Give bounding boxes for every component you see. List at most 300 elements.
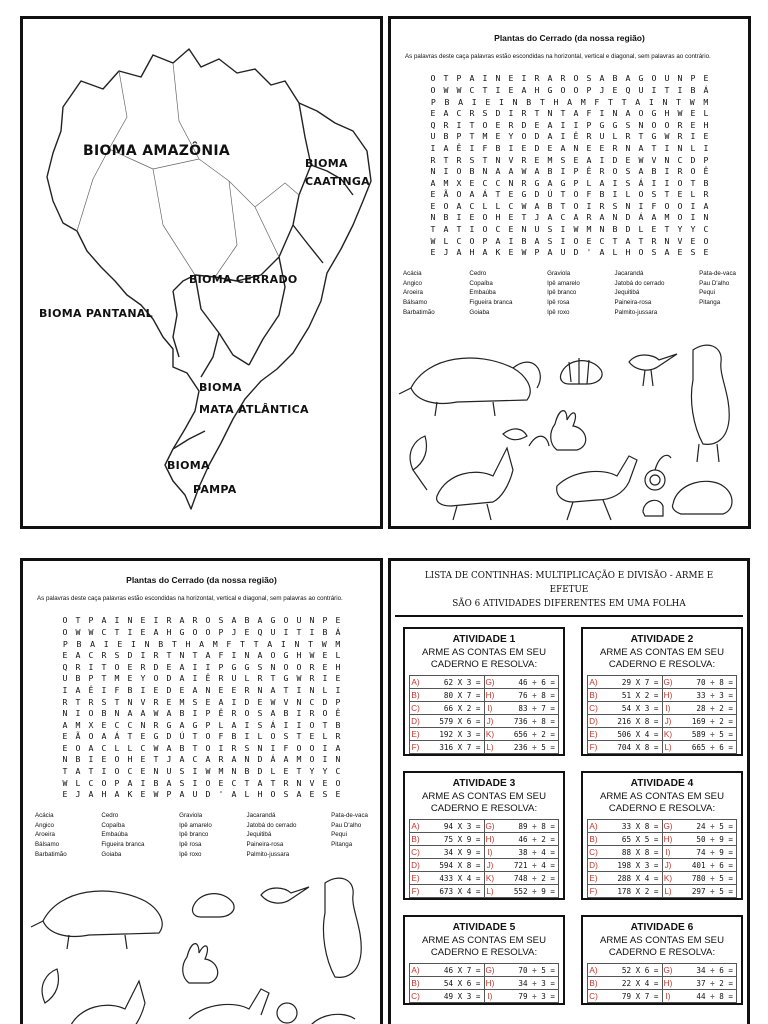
grid-letter: S bbox=[547, 224, 553, 235]
operation-letter: I) bbox=[487, 847, 493, 857]
grid-letter: O bbox=[62, 626, 68, 637]
operation-cell bbox=[587, 885, 662, 897]
operation-row bbox=[587, 728, 737, 741]
operation-expression: 169 ÷ 2 = bbox=[691, 716, 733, 726]
grid-letter: B bbox=[153, 777, 159, 788]
grid-letter: S bbox=[257, 708, 263, 719]
grid-letter: H bbox=[469, 247, 475, 258]
grid-letter: I bbox=[140, 777, 146, 788]
grid-letter: O bbox=[573, 189, 579, 200]
plant-name: Goiaba bbox=[101, 851, 122, 859]
operation-expression: 236 ÷ 5 = bbox=[513, 742, 555, 752]
grid-letter: D bbox=[690, 154, 696, 165]
grid-letter: S bbox=[114, 650, 120, 661]
grid-letter: O bbox=[205, 615, 211, 626]
grid-letter: E bbox=[508, 224, 514, 235]
grid-letter: W bbox=[664, 131, 670, 142]
grid-letter: P bbox=[218, 626, 224, 637]
grid-letter: C bbox=[560, 212, 566, 223]
activity-box bbox=[581, 915, 743, 1005]
grid-letter: D bbox=[166, 684, 172, 695]
operation-cell bbox=[409, 833, 484, 845]
grid-letter: P bbox=[690, 73, 696, 84]
grid-letter: B bbox=[244, 766, 250, 777]
plant-name: Bálsamo bbox=[403, 299, 428, 307]
grid-letter: D bbox=[244, 696, 250, 707]
grid-letter: I bbox=[508, 235, 514, 246]
label-caatinga-1: BIOMA bbox=[305, 157, 348, 170]
grid-letter: D bbox=[612, 154, 618, 165]
plant-name: Cedro bbox=[101, 811, 119, 819]
operation-letter: F) bbox=[589, 886, 598, 896]
grid-letter: M bbox=[335, 638, 341, 649]
grid-letter: A bbox=[205, 650, 211, 661]
biomes-map-panel bbox=[20, 16, 383, 529]
operation-letter: D) bbox=[411, 860, 420, 870]
grid-letter: T bbox=[296, 626, 302, 637]
operation-row bbox=[409, 833, 559, 846]
operation-row bbox=[409, 702, 559, 715]
grid-letter: H bbox=[534, 84, 540, 95]
grid-letter: D bbox=[573, 247, 579, 258]
grid-letter: R bbox=[218, 673, 224, 684]
grid-letter: W bbox=[270, 696, 276, 707]
plant-name: Pequi bbox=[699, 289, 715, 297]
grid-letter: I bbox=[88, 754, 94, 765]
grid-letter: Ê bbox=[586, 166, 592, 177]
grid-letter: E bbox=[179, 684, 185, 695]
operation-expression: 594 X 8 = bbox=[439, 860, 481, 870]
grid-letter: O bbox=[101, 777, 107, 788]
grid-letter: ' bbox=[586, 247, 592, 258]
grid-letter: L bbox=[114, 742, 120, 753]
operation-cell bbox=[662, 885, 738, 897]
operation-expression: 28 ÷ 2 = bbox=[696, 703, 733, 713]
grid-letter: T bbox=[495, 189, 501, 200]
grid-letter: U bbox=[599, 131, 605, 142]
grid-letter: I bbox=[443, 166, 449, 177]
word-search-instructions: As palavras deste caça palavras estão escondidas na horizontal, vertical e diagonal, sem palavras ao contrário. bbox=[405, 53, 711, 60]
operation-row bbox=[409, 964, 559, 977]
grid-letter: E bbox=[257, 696, 263, 707]
operation-letter: K) bbox=[663, 729, 673, 739]
plant-name: Jacarandá bbox=[246, 811, 276, 819]
grid-letter: C bbox=[140, 742, 146, 753]
grid-letter: S bbox=[625, 119, 631, 130]
operation-letter: B) bbox=[411, 834, 420, 844]
grid-letter: Ê bbox=[456, 142, 462, 153]
grid-letter: N bbox=[612, 108, 618, 119]
grid-letter: I bbox=[140, 684, 146, 695]
grid-letter: O bbox=[192, 626, 198, 637]
operation-cell bbox=[484, 741, 560, 753]
grid-letter: T bbox=[482, 154, 488, 165]
operation-row bbox=[587, 885, 737, 898]
grid-letter: A bbox=[456, 200, 462, 211]
grid-letter: N bbox=[205, 684, 211, 695]
operation-cell bbox=[484, 715, 560, 727]
grid-letter: W bbox=[296, 673, 302, 684]
operation-expression: 46 ÷ 2 = bbox=[518, 834, 555, 844]
operation-letter: G) bbox=[485, 677, 495, 687]
operation-row bbox=[409, 859, 559, 872]
grid-letter: R bbox=[309, 661, 315, 672]
grid-letter: E bbox=[140, 731, 146, 742]
operation-letter: L) bbox=[664, 742, 672, 752]
plant-name: Angico bbox=[35, 821, 54, 829]
word-search-panel-bottom bbox=[20, 558, 383, 1024]
grid-letter: E bbox=[677, 247, 683, 258]
grid-letter: L bbox=[244, 789, 250, 800]
grid-letter: A bbox=[179, 789, 185, 800]
grid-letter: U bbox=[270, 626, 276, 637]
operation-letter: D) bbox=[589, 716, 598, 726]
operation-letter: C) bbox=[411, 991, 420, 1001]
operation-cell bbox=[409, 872, 484, 884]
grid-letter: G bbox=[231, 661, 237, 672]
grid-row bbox=[427, 108, 713, 120]
grid-letter: I bbox=[280, 638, 286, 649]
grid-letter: M bbox=[114, 673, 120, 684]
grid-letter: E bbox=[586, 235, 592, 246]
plant-name: Bálsamo bbox=[35, 841, 60, 849]
grid-letter: O bbox=[573, 73, 579, 84]
operation-letter: E) bbox=[589, 873, 598, 883]
grid-letter: O bbox=[114, 754, 120, 765]
grid-letter: A bbox=[101, 731, 107, 742]
grid-letter: N bbox=[231, 766, 237, 777]
grid-letter: A bbox=[231, 719, 237, 730]
grid-letter: A bbox=[638, 142, 644, 153]
grid-letter: J bbox=[599, 84, 605, 95]
operation-expression: 316 X 7 = bbox=[439, 742, 481, 752]
grid-letter: A bbox=[192, 684, 198, 695]
operations-table bbox=[409, 675, 559, 754]
grid-letter: I bbox=[218, 742, 224, 753]
grid-letter: R bbox=[612, 142, 618, 153]
grid-letter: W bbox=[62, 777, 68, 788]
grid-letter: P bbox=[166, 789, 172, 800]
grid-letter: S bbox=[651, 189, 657, 200]
operation-expression: 74 ÷ 9 = bbox=[696, 847, 733, 857]
grid-letter: R bbox=[430, 154, 436, 165]
grid-letter: T bbox=[430, 224, 436, 235]
operation-letter: E) bbox=[411, 873, 420, 883]
grid-letter: T bbox=[153, 754, 159, 765]
operation-row bbox=[587, 741, 737, 754]
grid-letter: I bbox=[205, 661, 211, 672]
grid-letter: A bbox=[283, 754, 289, 765]
activity-instructions: ARME AS CONTAS EM SEU CADERNO E RESOLVA: bbox=[421, 935, 547, 958]
plant-name: Pau D'alho bbox=[331, 821, 362, 829]
grid-letter: D bbox=[205, 789, 211, 800]
grid-letter: O bbox=[296, 661, 302, 672]
grid-letter: E bbox=[322, 777, 328, 788]
grid-letter: O bbox=[482, 119, 488, 130]
grid-letter: O bbox=[75, 742, 81, 753]
operation-expression: 44 ÷ 8 = bbox=[696, 991, 733, 1001]
grid-letter: N bbox=[573, 142, 579, 153]
plant-name: Aroeira bbox=[403, 289, 423, 297]
activity-box bbox=[403, 771, 565, 900]
operation-letter: I) bbox=[665, 847, 671, 857]
grid-letter: U bbox=[192, 789, 198, 800]
grid-letter: C bbox=[309, 696, 315, 707]
grid-letter: C bbox=[495, 177, 501, 188]
operation-letter: B) bbox=[589, 690, 598, 700]
grid-row bbox=[427, 189, 713, 201]
grid-letter: O bbox=[651, 119, 657, 130]
grid-letter: A bbox=[88, 789, 94, 800]
grid-letter: E bbox=[599, 142, 605, 153]
grid-letter: A bbox=[456, 247, 462, 258]
activity-title: ATIVIDADE 4 bbox=[630, 778, 694, 789]
letter-grid bbox=[427, 73, 713, 259]
grid-letter: C bbox=[677, 154, 683, 165]
grid-letter: I bbox=[283, 719, 289, 730]
grid-letter: I bbox=[456, 212, 462, 223]
grid-letter: S bbox=[179, 766, 185, 777]
grid-letter: O bbox=[205, 777, 211, 788]
plant-name: Copaíba bbox=[469, 279, 493, 287]
operation-row bbox=[587, 872, 737, 885]
grid-letter: T bbox=[690, 177, 696, 188]
grid-letter: K bbox=[127, 789, 133, 800]
grid-letter: N bbox=[430, 166, 436, 177]
grid-letter: I bbox=[664, 166, 670, 177]
grid-letter: A bbox=[547, 119, 553, 130]
word-search-panel-top bbox=[388, 16, 751, 529]
grid-letter: N bbox=[664, 154, 670, 165]
grid-letter: W bbox=[321, 638, 327, 649]
grid-row bbox=[427, 178, 713, 190]
operation-row bbox=[587, 846, 737, 859]
grid-row bbox=[427, 224, 713, 236]
grid-letter: A bbox=[458, 96, 464, 107]
plant-name: Copaíba bbox=[101, 821, 125, 829]
grid-letter: B bbox=[521, 235, 527, 246]
grid-letter: T bbox=[469, 131, 475, 142]
operation-expression: 62 X 3 = bbox=[443, 677, 481, 687]
grid-row bbox=[59, 685, 345, 697]
grid-row bbox=[59, 778, 345, 790]
grid-letter: C bbox=[495, 224, 501, 235]
grid-letter: E bbox=[62, 789, 68, 800]
grid-letter: F bbox=[218, 650, 224, 661]
grid-letter: A bbox=[560, 142, 566, 153]
grid-letter: F bbox=[586, 189, 592, 200]
grid-letter: Y bbox=[140, 673, 146, 684]
grid-letter: B bbox=[612, 73, 618, 84]
grid-letter: N bbox=[257, 684, 263, 695]
grid-letter: M bbox=[580, 96, 586, 107]
grid-letter: B bbox=[547, 200, 553, 211]
grid-letter: D bbox=[521, 119, 527, 130]
label-amazonia: BIOMA AMAZÔNIA bbox=[83, 143, 231, 159]
grid-letter: A bbox=[534, 200, 540, 211]
grid-letter: L bbox=[257, 731, 263, 742]
operation-expression: 65 X 5 = bbox=[621, 834, 659, 844]
grid-letter: R bbox=[443, 119, 449, 130]
grid-letter: A bbox=[547, 131, 553, 142]
grid-letter: S bbox=[651, 247, 657, 258]
operation-expression: 94 X 3 = bbox=[443, 821, 481, 831]
operation-expression: 401 ÷ 6 = bbox=[691, 860, 733, 870]
grid-letter: A bbox=[443, 224, 449, 235]
operation-expression: 192 X 3 = bbox=[439, 729, 481, 739]
operation-cell bbox=[484, 846, 560, 858]
plant-name: Acácia bbox=[35, 811, 54, 819]
grid-letter: E bbox=[485, 96, 491, 107]
operation-expression: 51 X 2 = bbox=[621, 690, 659, 700]
grid-letter: A bbox=[521, 84, 527, 95]
grid-letter: I bbox=[322, 742, 328, 753]
grid-letter: A bbox=[534, 166, 540, 177]
grid-letter: I bbox=[573, 119, 579, 130]
grid-letter: V bbox=[283, 696, 289, 707]
grid-letter: O bbox=[244, 708, 250, 719]
grid-letter: D bbox=[257, 754, 263, 765]
grid-letter: A bbox=[199, 638, 205, 649]
grid-letter: M bbox=[75, 719, 81, 730]
grid-letter: S bbox=[101, 696, 107, 707]
grid-letter: D bbox=[534, 189, 540, 200]
grid-letter: G bbox=[599, 119, 605, 130]
grid-letter: H bbox=[664, 108, 670, 119]
grid-letter: C bbox=[335, 766, 341, 777]
grid-letter: E bbox=[244, 626, 250, 637]
grid-letter: A bbox=[75, 766, 81, 777]
operation-expression: 736 ÷ 8 = bbox=[513, 716, 555, 726]
grid-letter: A bbox=[296, 789, 302, 800]
grid-letter: C bbox=[231, 777, 237, 788]
operation-cell bbox=[587, 728, 662, 740]
operation-letter: C) bbox=[589, 847, 598, 857]
plant-name: Jatobá do cerrado bbox=[246, 821, 297, 829]
grid-letter: E bbox=[508, 189, 514, 200]
operation-expression: 79 X 7 = bbox=[621, 991, 659, 1001]
operation-expression: 80 X 7 = bbox=[443, 690, 481, 700]
grid-letter: L bbox=[612, 131, 618, 142]
grid-letter: P bbox=[573, 177, 579, 188]
operation-cell bbox=[662, 676, 738, 688]
activity-title: ATIVIDADE 1 bbox=[452, 634, 516, 645]
grid-letter: I bbox=[231, 650, 237, 661]
grid-letter: A bbox=[469, 189, 475, 200]
grid-letter: M bbox=[703, 96, 709, 107]
operation-expression: 33 ÷ 3 = bbox=[696, 690, 733, 700]
grid-letter: I bbox=[62, 684, 68, 695]
operation-cell bbox=[587, 872, 662, 884]
operation-cell bbox=[587, 977, 662, 989]
operation-expression: 22 X 4 = bbox=[621, 978, 659, 988]
operation-expression: 46 ÷ 6 = bbox=[518, 677, 555, 687]
grid-letter: G bbox=[612, 119, 618, 130]
grid-letter: I bbox=[469, 224, 475, 235]
operation-letter: G) bbox=[485, 965, 495, 975]
operation-letter: I) bbox=[665, 703, 671, 713]
grid-letter: I bbox=[88, 661, 94, 672]
grid-letter: I bbox=[651, 177, 657, 188]
grid-letter: O bbox=[456, 166, 462, 177]
grid-letter: T bbox=[253, 638, 259, 649]
grid-letter: W bbox=[309, 650, 315, 661]
grid-letter: Á bbox=[482, 189, 488, 200]
grid-letter: W bbox=[88, 626, 94, 637]
grid-letter: T bbox=[560, 108, 566, 119]
grid-letter: S bbox=[690, 247, 696, 258]
grid-letter: T bbox=[239, 638, 245, 649]
grid-letter: B bbox=[76, 638, 82, 649]
grid-letter: R bbox=[192, 615, 198, 626]
operation-cell bbox=[662, 689, 738, 701]
grid-letter: O bbox=[677, 177, 683, 188]
grid-letter: A bbox=[625, 108, 631, 119]
grid-letter: O bbox=[638, 247, 644, 258]
grid-letter: I bbox=[101, 766, 107, 777]
grid-letter: T bbox=[322, 719, 328, 730]
operation-expression: 76 ÷ 8 = bbox=[518, 690, 555, 700]
grid-letter: G bbox=[638, 73, 644, 84]
grid-letter: O bbox=[270, 650, 276, 661]
plant-name: Pata-de-vaca bbox=[331, 811, 368, 819]
grid-letter: A bbox=[625, 73, 631, 84]
grid-letter: M bbox=[664, 212, 670, 223]
grid-letter: O bbox=[309, 719, 315, 730]
grid-letter: U bbox=[296, 615, 302, 626]
grid-letter: L bbox=[703, 108, 709, 119]
grid-letter: E bbox=[534, 119, 540, 130]
operation-cell bbox=[587, 820, 662, 832]
grid-letter: S bbox=[612, 200, 618, 211]
grid-letter: P bbox=[456, 131, 462, 142]
grid-letter: S bbox=[469, 154, 475, 165]
plant-name: Ipê branco bbox=[547, 289, 577, 297]
grid-letter: F bbox=[482, 142, 488, 153]
grid-letter: E bbox=[205, 696, 211, 707]
operation-expression: 24 ÷ 5 = bbox=[696, 821, 733, 831]
grid-row bbox=[59, 697, 345, 709]
grid-row bbox=[59, 731, 345, 743]
grid-letter: U bbox=[430, 131, 436, 142]
grid-letter: R bbox=[231, 742, 237, 753]
operation-cell bbox=[484, 977, 560, 989]
operation-cell bbox=[409, 990, 484, 1002]
grid-letter: G bbox=[270, 615, 276, 626]
grid-letter: T bbox=[296, 766, 302, 777]
grid-letter: O bbox=[703, 235, 709, 246]
grid-letter: L bbox=[244, 673, 250, 684]
label-pampa-1: BIOMA bbox=[167, 459, 210, 472]
grid-letter: E bbox=[140, 789, 146, 800]
grid-letter: Á bbox=[638, 212, 644, 223]
grid-letter: Y bbox=[677, 224, 683, 235]
grid-letter: A bbox=[547, 247, 553, 258]
operation-row bbox=[409, 872, 559, 885]
grid-letter: A bbox=[179, 673, 185, 684]
operation-cell bbox=[409, 846, 484, 858]
grid-letter: O bbox=[651, 73, 657, 84]
operation-cell bbox=[587, 741, 662, 753]
grid-letter: C bbox=[127, 719, 133, 730]
grid-letter: E bbox=[586, 142, 592, 153]
operation-row bbox=[587, 702, 737, 715]
grid-letter: E bbox=[166, 696, 172, 707]
grid-letter: C bbox=[456, 108, 462, 119]
grid-letter: T bbox=[443, 154, 449, 165]
operation-letter: K) bbox=[663, 873, 673, 883]
grid-letter: N bbox=[625, 142, 631, 153]
